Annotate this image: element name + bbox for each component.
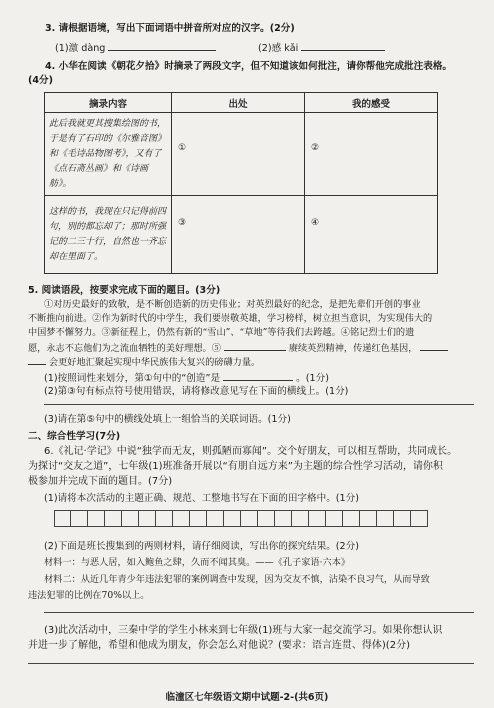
q6-line: 为探讨“交友之道”，七年级(1)班准备开展以“有朋自远方来”为主题的综合性学习活动，请你积	[28, 461, 443, 472]
q5-sub1	[44, 370, 329, 385]
table-header-row	[45, 93, 438, 113]
passage-line: 不断推向前进。②作为新时代的中学生，我们要崇敬英雄，学习榜样，树立担当意识，为实现伟大的	[28, 313, 433, 324]
connective-blank-3[interactable]	[28, 354, 46, 365]
tianzi-box[interactable]	[343, 510, 360, 527]
q4-score: (4分)	[28, 75, 54, 86]
q3-item1-blank[interactable]	[108, 40, 216, 51]
q6-sub2-answer-line[interactable]	[44, 612, 474, 613]
tianzi-box[interactable]	[411, 510, 428, 527]
tianzi-box[interactable]	[394, 510, 411, 527]
tianzi-box[interactable]	[122, 510, 139, 527]
q5-prompt: 5. 阅读语段，按要求完成下面的题目。(3分)	[28, 285, 221, 296]
answer-marker: ③	[178, 218, 187, 228]
table-header-excerpt: 摘录内容	[45, 93, 172, 113]
q6-line: 极参加并完成下面的题目。(7分)	[28, 476, 173, 487]
connective-blank-1[interactable]	[224, 340, 286, 351]
q6-sub1: (1)请将本次活动的主题正确、规范、工整地书写在下面的田字格中。(1分)	[44, 493, 359, 504]
tianzi-box[interactable]	[258, 510, 275, 527]
tianzi-box[interactable]	[71, 510, 88, 527]
q3-item2-blank[interactable]	[301, 40, 385, 51]
tianzi-box[interactable]	[360, 510, 377, 527]
tianzi-box[interactable]	[105, 510, 122, 527]
q3-item2-label: (2)感 kǎi	[258, 43, 299, 54]
passage-line	[28, 354, 260, 369]
tianzi-box[interactable]	[207, 510, 224, 527]
q5-sub1-score: 。(1分)	[296, 373, 329, 384]
tianzi-box[interactable]	[326, 510, 343, 527]
q5-sub2: (2)第③句有标点符号使用错误，请将修改意见写在下面的横线上。(1分)	[44, 386, 349, 397]
answer-cell-source-2[interactable]	[172, 196, 305, 274]
passage-segment: 赓续英烈精神，传递红色基因，	[288, 343, 418, 354]
q5-sub1-text: (1)按照词性来划分，第①句中的“创造”是	[44, 373, 221, 384]
q5-sub2-answer-line[interactable]	[44, 404, 474, 405]
q3-item1-label: (1)激 dàng	[55, 43, 106, 54]
q3-prompt: 3. 请根据语境，写出下面词语中拼音所对应的汉字。(2分)	[45, 23, 295, 34]
answer-marker: ④	[311, 218, 320, 228]
tianzi-box[interactable]	[54, 510, 71, 527]
passage-line: 中国梦不懈努力。③新征程上，仍然有新的“雪山”、“草地”等待我们去跨越。④铭记烈士们的遗	[28, 327, 415, 338]
tianzi-box[interactable]	[139, 510, 156, 527]
excerpt-cell: 这样的书，我现在只记得前四句，别的都忘却了；那时所强记的二三十行，自然也一齐忘却在里面了。	[45, 196, 172, 274]
material-2-line: 违法犯罪的比例在70%以上。	[28, 590, 150, 601]
answer-marker: ②	[311, 143, 320, 153]
material-2-line: 材料二：从近几年青少年违法犯罪的案例调查中发现，因为交友不慎，沾染不良习气，从而导致	[44, 574, 430, 585]
tianzi-box[interactable]	[156, 510, 173, 527]
connective-blank-2[interactable]	[420, 340, 448, 351]
q3-item1	[55, 40, 216, 55]
tianzi-box[interactable]	[173, 510, 190, 527]
q3-item2	[258, 40, 385, 55]
section-title: 二、综合性学习(7分)	[28, 431, 121, 442]
q4-prompt: 4. 小华在阅读《朝花夕拾》时摘录了两段文字，但不知道该如何批注，请你帮他完成批注表格。	[45, 61, 453, 72]
answer-cell-feeling-1[interactable]	[305, 113, 438, 196]
tianzi-box[interactable]	[292, 510, 309, 527]
tianzi-box[interactable]	[224, 510, 241, 527]
passage-segment: 愿，永志不忘他们为之流血牺牲的美好理想。⑤	[28, 343, 221, 354]
tianzi-box[interactable]	[88, 510, 105, 527]
table-header-source: 出处	[172, 93, 305, 113]
answer-cell-source-1[interactable]	[172, 113, 305, 196]
tianzi-box[interactable]	[275, 510, 292, 527]
q6-line: 6.《礼记·学记》中说“独学而无友，则孤陋而寡闻”。交个好朋友，可以相互帮助，共同成长。	[44, 446, 458, 457]
table-row	[45, 196, 438, 274]
tianzi-box[interactable]	[190, 510, 207, 527]
answer-cell-feeling-2[interactable]	[305, 196, 438, 274]
q6-sub3-answer-line[interactable]	[28, 663, 474, 664]
q6-sub2: (2)下面是班长搜集到的两则材料，请仔细阅读，写出你的探究结果。(2分)	[44, 541, 359, 552]
annotation-table	[44, 92, 438, 274]
q6-sub3-line: 并进一步了解他，希望和他成为朋友，你会怎么对他说？(要求：语言连贯、得体)(2分)	[28, 640, 410, 651]
q6-sub3-line: (3)此次活动中，三秦中学的学生小林来到七年级(1)班与大家一起交流学习。如果你想认识	[44, 625, 443, 636]
tianzi-box[interactable]	[309, 510, 326, 527]
tianzi-grid[interactable]	[54, 510, 428, 529]
table-row	[45, 113, 438, 196]
q5-sub1-blank[interactable]	[223, 370, 293, 381]
page-footer: 临潼区七年级语文期中试题-2-(共6页)	[165, 692, 329, 703]
tianzi-box[interactable]	[241, 510, 258, 527]
excerpt-cell: 此后我就更其搜集绘图的书，于是有了石印的《尔雅音图》和《毛诗品物图考》，又有了《点石斋丛画》和《诗画舫》。	[45, 113, 172, 196]
passage-segment: 会更好地汇聚起实现中华民族伟大复兴的磅礴力量。	[48, 357, 261, 368]
material-1: 材料一：与恶人居，如入鲍鱼之肆，久而不闻其臭。——《孔子家语·六本》	[44, 557, 351, 568]
tianzi-box[interactable]	[377, 510, 394, 527]
passage-line: ①对历史最好的致敬，是不断创造新的历史伟业；对英烈最好的纪念，是把先辈们开创的事业	[44, 299, 421, 310]
q5-sub3: (3)请在第⑤句中的横线处填上一组恰当的关联词语。(1分)	[44, 414, 291, 425]
table-header-feeling: 我的感受	[305, 93, 438, 113]
passage-line	[28, 340, 448, 355]
answer-marker: ①	[178, 143, 187, 153]
